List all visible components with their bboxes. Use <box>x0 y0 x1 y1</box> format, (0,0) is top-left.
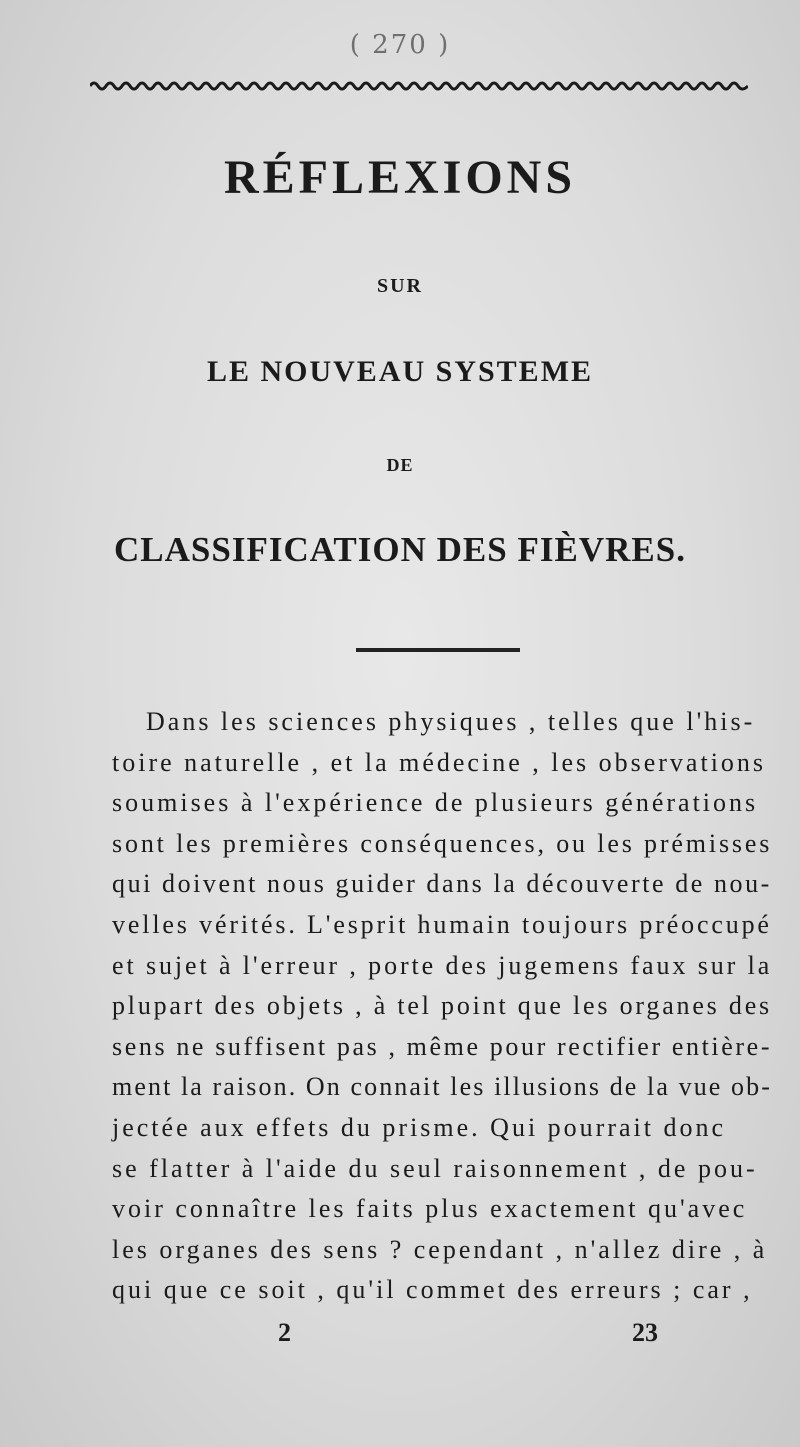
text-line: velles vérités. L'esprit humain toujours préoccupé <box>112 909 772 939</box>
text-line: soumises à l'expérience de plusieurs générations <box>112 788 759 818</box>
text-line: voir connaître les faits plus exactement qu'avec <box>112 1194 748 1224</box>
text-line: sens ne suffisent pas , même pour rectifier entière- <box>112 1031 773 1061</box>
body-paragraph <box>112 702 772 1311</box>
text-line: les organes des sens ? cependant , n'allez dire , à <box>112 1234 768 1264</box>
text-line: plupart des objets , à tel point que les organes des <box>112 991 772 1021</box>
signature-mark: 2 <box>278 1318 291 1347</box>
text-line: jectée aux effets du prisme. Qui pourrait donc <box>112 1112 727 1142</box>
text-line: qui que ce soit , qu'il commet des erreurs ; car , <box>112 1275 753 1305</box>
text-line: ment la raison. On connait les illusions de la vue ob- <box>112 1072 773 1102</box>
page-number: ( 270 ) <box>349 30 451 60</box>
text-line: se flatter à l'aide du seul raisonnement , de pou- <box>112 1153 758 1183</box>
title-classification: CLASSIFICATION DES FIÈVRES. <box>114 530 686 569</box>
title-de: DE <box>386 455 414 475</box>
catchword: 23 <box>632 1318 658 1347</box>
text-line: toire naturelle , et la médecine , les observations <box>112 747 767 777</box>
page-subtitle: LE NOUVEAU SYSTEME <box>206 355 594 388</box>
text-line: et sujet à l'erreur , porte des jugemens faux sur la <box>112 950 773 980</box>
text-line: qui doivent nous guider dans la découverte de nou- <box>112 869 772 899</box>
text-line: sont les premières conséquences, ou les prémisses <box>112 828 773 858</box>
ornamental-rule <box>90 80 748 92</box>
page-title: RÉFLEXIONS <box>223 151 577 204</box>
page-footer <box>0 1318 800 1358</box>
section-rule <box>356 648 520 652</box>
text-line: Dans les sciences physiques , telles que l'his- <box>146 707 756 736</box>
title-sur: SUR <box>376 275 423 297</box>
